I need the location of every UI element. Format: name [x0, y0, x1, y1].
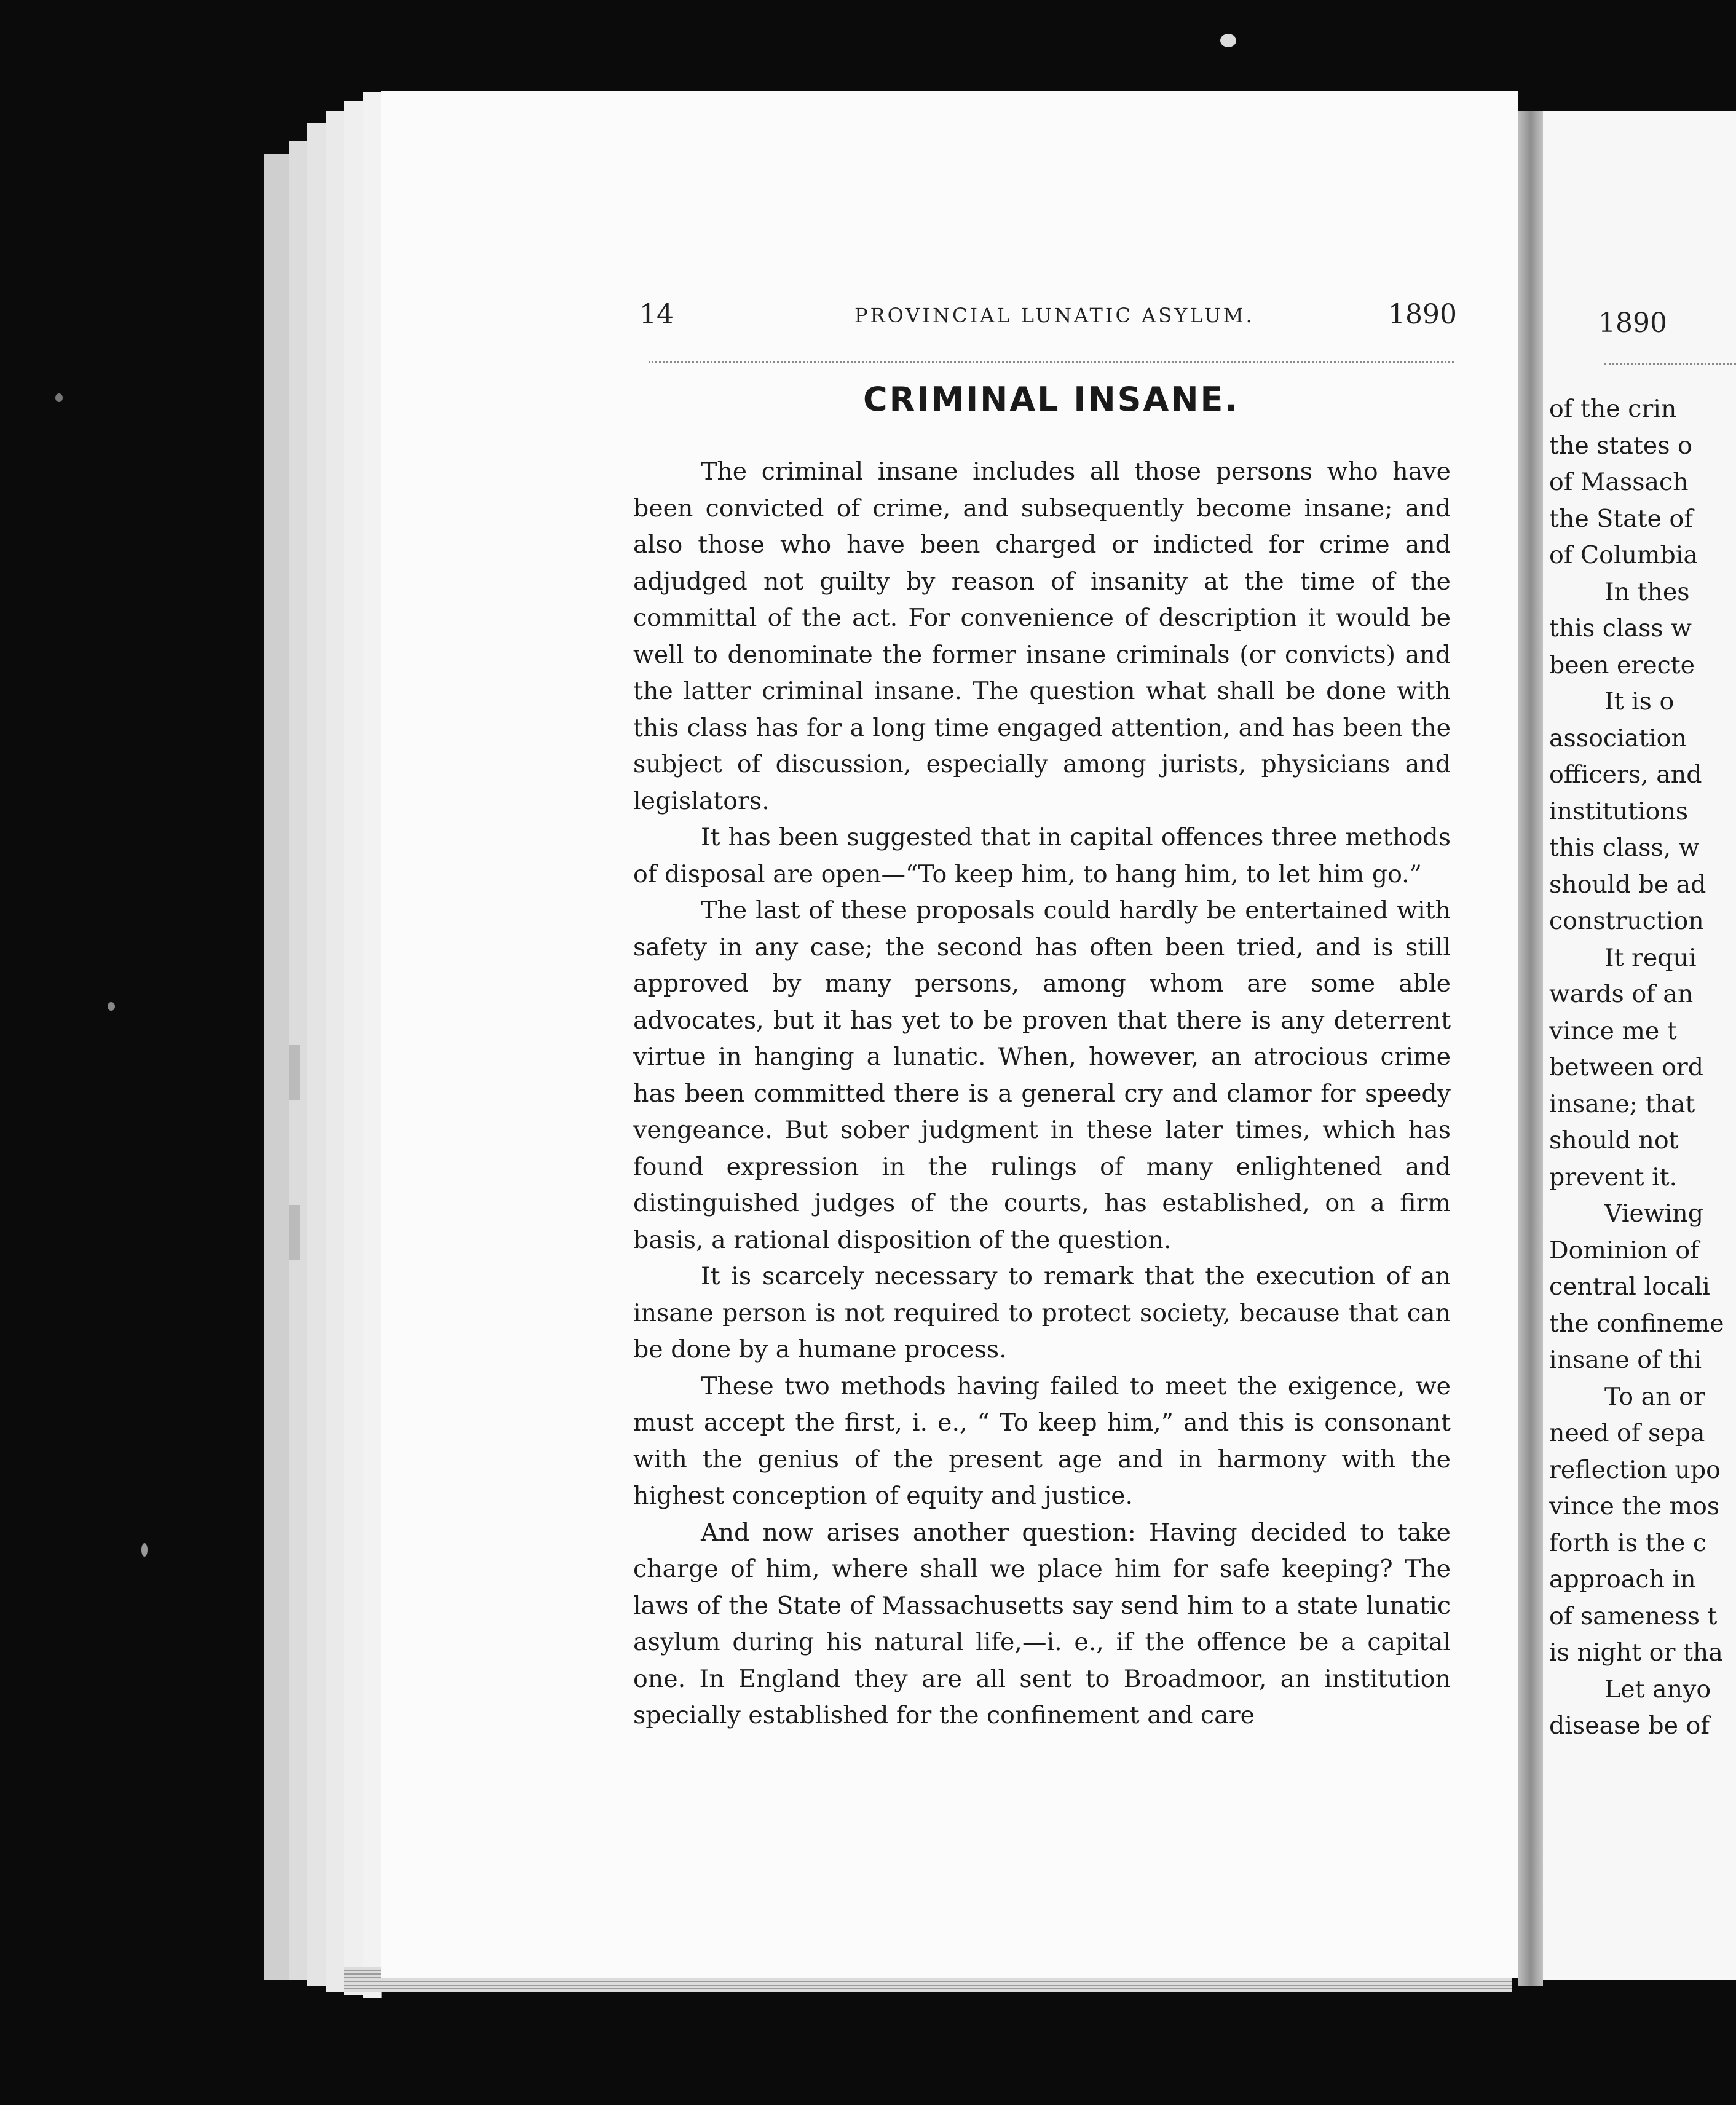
running-title: PROVINCIAL LUNATIC ASYLUM. [854, 304, 1255, 327]
right-page-line: In thes [1604, 577, 1690, 606]
right-page-line: Let anyo [1604, 1675, 1711, 1704]
right-page-line: vince the mos [1549, 1492, 1720, 1520]
right-page-line: vince me t [1549, 1016, 1677, 1045]
dust-speck [108, 1002, 115, 1011]
right-page-line: been erecte [1549, 650, 1695, 679]
right-page-line: disease be of [1549, 1712, 1710, 1740]
right-page-line: Viewing [1604, 1199, 1704, 1228]
paragraph: These two methods having failed to meet the exigence, we must accept the first, i. e., “ To keep him,” and this is consonant with the genius of the present age and in harmony with the highest conception of equity and justice. [633, 1372, 1451, 1510]
right-page-line: need of sepa [1549, 1419, 1705, 1447]
paragraph: The criminal insane includes all those persons who have been convicted of crime, and subsequently become insane; and also those who have been charged or indicted for crime and adjudged not guilty by reason of insanity at the time of the committal of the act. For convenience of description it would be well to denominate the former insane criminals (or convicts) and the latter criminal insane. The question what shall be done with this class has for a long time engaged attention, and has been the subject of discussion, especially among jurists, physicians and legislators. [633, 457, 1451, 815]
page-stack-edge [307, 123, 327, 1986]
right-page-line: of Massach [1549, 468, 1689, 496]
right-page-line: should be ad [1549, 870, 1706, 899]
right-page-line: of sameness t [1549, 1601, 1718, 1630]
right-page-text [1549, 391, 1736, 1745]
paragraph: It is scarcely necessary to remark that the execution of an insane person is not required to protect society, because that can be done by a humane process. [633, 1262, 1451, 1364]
right-page-line: reflection upo [1549, 1455, 1721, 1484]
dust-speck [141, 1543, 148, 1557]
right-page-line: It requi [1604, 943, 1697, 972]
right-page-line: association [1549, 724, 1687, 752]
right-header-rule [1604, 363, 1736, 365]
right-page-line: prevent it. [1549, 1163, 1678, 1191]
right-page-line: the confineme [1549, 1309, 1724, 1338]
right-header-year: 1890 [1598, 307, 1667, 339]
right-page-line: the states o [1549, 431, 1692, 460]
header-year: 1890 [1388, 299, 1457, 330]
right-page-line: institutions [1549, 797, 1689, 826]
right-page-line: should not [1549, 1126, 1679, 1155]
dust-speck [1220, 34, 1236, 47]
header-rule [649, 361, 1454, 363]
right-page-line: is night or tha [1549, 1638, 1723, 1667]
right-page-line: insane; that [1549, 1089, 1695, 1118]
dust-speck [55, 393, 63, 402]
right-page-line: between ord [1549, 1053, 1704, 1081]
running-header [639, 299, 1457, 336]
page-number: 14 [639, 299, 674, 330]
page-stack-edge [363, 92, 382, 1998]
right-page-line: construction [1549, 907, 1704, 935]
right-page-line: the State of [1549, 504, 1693, 533]
right-page-line: this class, w [1549, 834, 1700, 862]
right-page-line: approach in [1549, 1565, 1696, 1594]
page-stack-edge [264, 154, 290, 1980]
page-stack-edge [326, 111, 345, 1992]
page-tab [289, 1205, 300, 1260]
right-page-line: this class w [1549, 614, 1692, 642]
right-page-line: Dominion of [1549, 1236, 1699, 1265]
paragraph: The last of these proposals could hardly be entertained with safety in any case; the second has often been tried, and is still approved by many persons, among whom are some able advocates, but it has yet to be proven that there is any deterrent virtue in hanging a lunatic. When, however, an atrocious crime has been committed there is a general cry and clamor for speedy vengeance. But sober judgment in these later times, which has found expression in the rulings of many enlightened and distinguished judges of the courts, has established, on a firm basis, a rational disposition of the question. [633, 896, 1451, 1254]
body-text [633, 454, 1451, 1734]
section-title: CRIMINAL INSANE. [863, 380, 1239, 419]
right-page-line: officers, and [1549, 760, 1702, 789]
page-tab [289, 1045, 300, 1100]
paragraph: It has been suggested that in capital offences three methods of disposal are open—“To keep him, to hang him, to let him go.” [633, 823, 1451, 888]
right-page-line: wards of an [1549, 980, 1694, 1008]
right-page-line: of the crin [1549, 395, 1677, 423]
right-page-line: It is o [1604, 687, 1675, 716]
right-page-line: forth is the c [1549, 1528, 1706, 1557]
page-stack-edge [344, 101, 364, 1995]
right-page-line: of Columbia [1549, 541, 1698, 569]
book-gutter [1518, 111, 1543, 1986]
right-page-line: insane of thi [1549, 1346, 1702, 1374]
paragraph: And now arises another question: Having decided to take charge of him, where shall we place him for safe keeping? The laws of the State of Massachusetts say send him to a state lunatic asylum during his natural life,—i. e., if the offence be a capital one. In England they are all sent to Broadmoor, an institution specially established for the confinement and care [633, 1518, 1451, 1729]
right-page-line: central locali [1549, 1273, 1710, 1301]
right-page-line: To an or [1604, 1382, 1705, 1411]
